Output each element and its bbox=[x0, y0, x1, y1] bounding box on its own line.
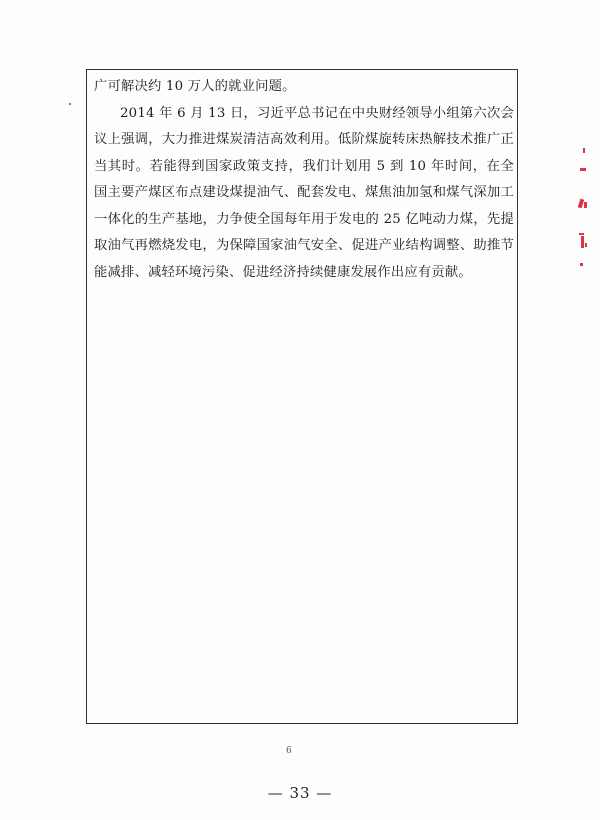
paragraph-continued: 广可解决约 10 万人的就业问题。 bbox=[94, 79, 296, 94]
footer-page-number: — 33 — bbox=[267, 784, 333, 802]
scan-speck bbox=[69, 103, 71, 105]
paragraph-main: 2014 年 6 月 13 日，习近平总书记在中央财经领导小组第六次会议上强调，大力推进煤炭清洁高效利用。低阶煤旋转床热解技术推广正当其时。若能得到国家政策支持，我们计划用 5 到 10 年时间，在全国主要产煤区布点建设煤提油气、配套发电、煤焦油加氢和煤气深加工一体化的生产基地，力争使全国每年用于发电的 25 亿吨动力煤，先提取油气再燃烧发电，为保障国家油气安全、促进产业结构调整、助推节能减排、减轻环境污染、促进经济持续健康发展作出应有贡献。 bbox=[94, 105, 514, 280]
document-body bbox=[94, 74, 514, 286]
inner-page-number: 6 bbox=[286, 746, 292, 756]
